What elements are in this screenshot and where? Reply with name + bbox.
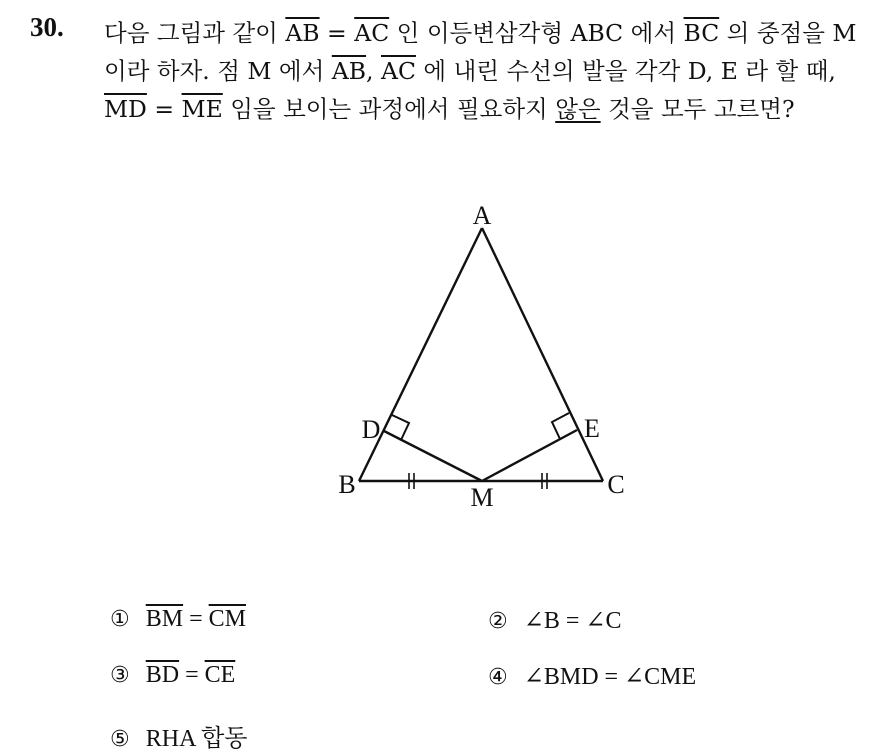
- segment-ac: $\overline{AC}$: [354, 19, 390, 47]
- choice-text: RHA 합동: [145, 726, 248, 752]
- segment-ab: $\overline{AB}$: [331, 57, 367, 85]
- text-part: 에 내린 수선의 발을 각각 D, E 라 할 때,: [415, 57, 836, 85]
- choice-5[interactable]: [110, 718, 247, 753]
- choice-text: ∠B = ∠C: [523, 608, 622, 634]
- equals-sign: =: [146, 95, 182, 123]
- choice-2[interactable]: [488, 606, 622, 635]
- underlined-word: 않은: [555, 95, 601, 123]
- side-ac: [482, 228, 603, 481]
- equals-sign: =: [183, 606, 209, 632]
- segment-md-line: [384, 431, 482, 481]
- question-number: 30.: [30, 12, 64, 42]
- text-part: 다음 그림과 같이: [104, 19, 286, 47]
- choice-number-icon: ②: [488, 609, 508, 634]
- segment-me-line: [482, 430, 577, 481]
- text-part: 인 이등변삼각형 ABC 에서: [389, 19, 684, 47]
- choice-3[interactable]: [110, 662, 235, 689]
- equals-sign: =: [319, 19, 355, 47]
- segment-bd: $\overline{BD}$: [145, 662, 180, 688]
- comma: ,: [366, 57, 381, 85]
- segment-cm: $\overline{CM}$: [208, 606, 246, 632]
- segment-ce: $\overline{CE}$: [204, 662, 236, 688]
- choice-number-icon: ④: [488, 665, 508, 690]
- choice-number-icon: ①: [110, 607, 130, 632]
- choice-4[interactable]: [488, 662, 696, 691]
- segment-md: $\overline{MD}$: [104, 95, 147, 123]
- segment-me: $\overline{ME}$: [181, 95, 223, 123]
- choice-number-icon: ③: [110, 663, 130, 688]
- point-label-d: D: [361, 415, 381, 444]
- vertex-label-b: B: [338, 470, 356, 499]
- point-label-e: E: [584, 414, 600, 443]
- text-part: 의 중점을 M 이라 하자. 점 M 에서: [104, 19, 857, 85]
- point-label-m: M: [470, 483, 494, 512]
- choice-number-icon: ⑤: [110, 727, 130, 752]
- choice-1[interactable]: [110, 606, 246, 633]
- vertex-label-c: C: [607, 470, 625, 499]
- choice-text: ∠BMD = ∠CME: [523, 664, 697, 690]
- text-part: 것을 모두 고르면?: [600, 95, 795, 123]
- segment-bm: $\overline{BM}$: [145, 606, 184, 632]
- vertex-label-a: A: [472, 201, 492, 230]
- segment-bc: $\overline{BC}$: [683, 19, 720, 47]
- segment-ab: $\overline{AB}$: [285, 19, 320, 47]
- text-part: 임을 보이는 과정에서 필요하지: [222, 95, 556, 123]
- equals-sign: =: [179, 662, 205, 688]
- segment-ac: $\overline{AC}$: [381, 57, 416, 85]
